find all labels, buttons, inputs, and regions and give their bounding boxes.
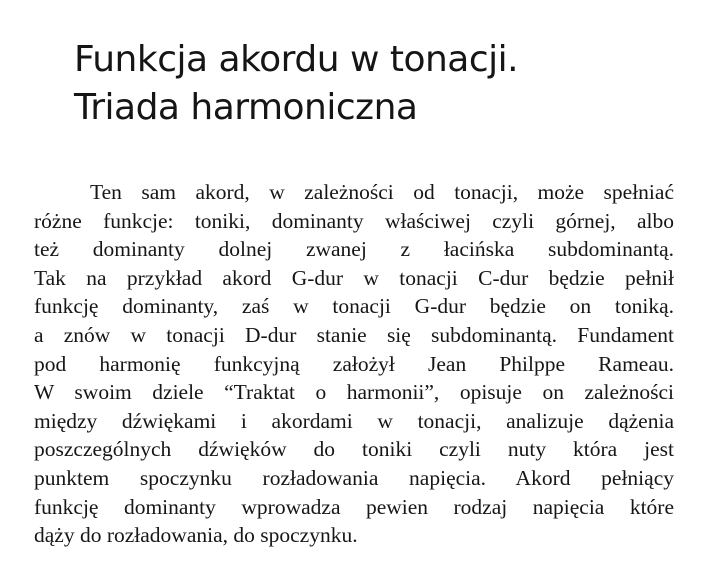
paragraph-line: funkcję dominanty, zaś w tonacji G-dur będzie on toniką. (34, 294, 674, 319)
title-line: Triada harmoniczna (74, 87, 418, 128)
paragraph-line: Tak na przykład akord G-dur w tonacji C-dur będzie pełnił (34, 265, 674, 290)
page-title (74, 36, 674, 132)
paragraph-line: dąży do rozładowania, do spoczynku. (34, 523, 358, 548)
title-line: Funkcja akordu w tonacji. (74, 39, 519, 80)
paragraph-line: a znów w tonacji D-dur stanie się subdominantą. Fundament (34, 322, 674, 347)
body-paragraph (34, 178, 674, 550)
paragraph-line: pod harmonię funkcyjną założył Jean Philppe Rameau. (34, 351, 674, 376)
paragraph-line: W swoim dziele “Traktat o harmonii”, opisuje on zależności (34, 380, 674, 405)
paragraph-line: też dominanty dolnej zwanej z łacińska subdominantą. (34, 237, 674, 262)
paragraph-line: między dźwiękami i akordami w tonacji, analizuje dążenia (34, 408, 674, 433)
paragraph-line: funkcję dominanty wprowadza pewien rodzaj napięcia które (34, 494, 674, 519)
paragraph-line: punktem spoczynku rozładowania napięcia. Akord pełniący (34, 465, 674, 490)
paragraph-line: różne funkcje: toniki, dominanty właściwej czyli górnej, albo (34, 208, 674, 233)
paragraph-line: Ten sam akord, w zależności od tonacji, może spełniać (90, 180, 674, 204)
paragraph-line: poszczególnych dźwięków do toniki czyli nuty która jest (34, 437, 674, 462)
